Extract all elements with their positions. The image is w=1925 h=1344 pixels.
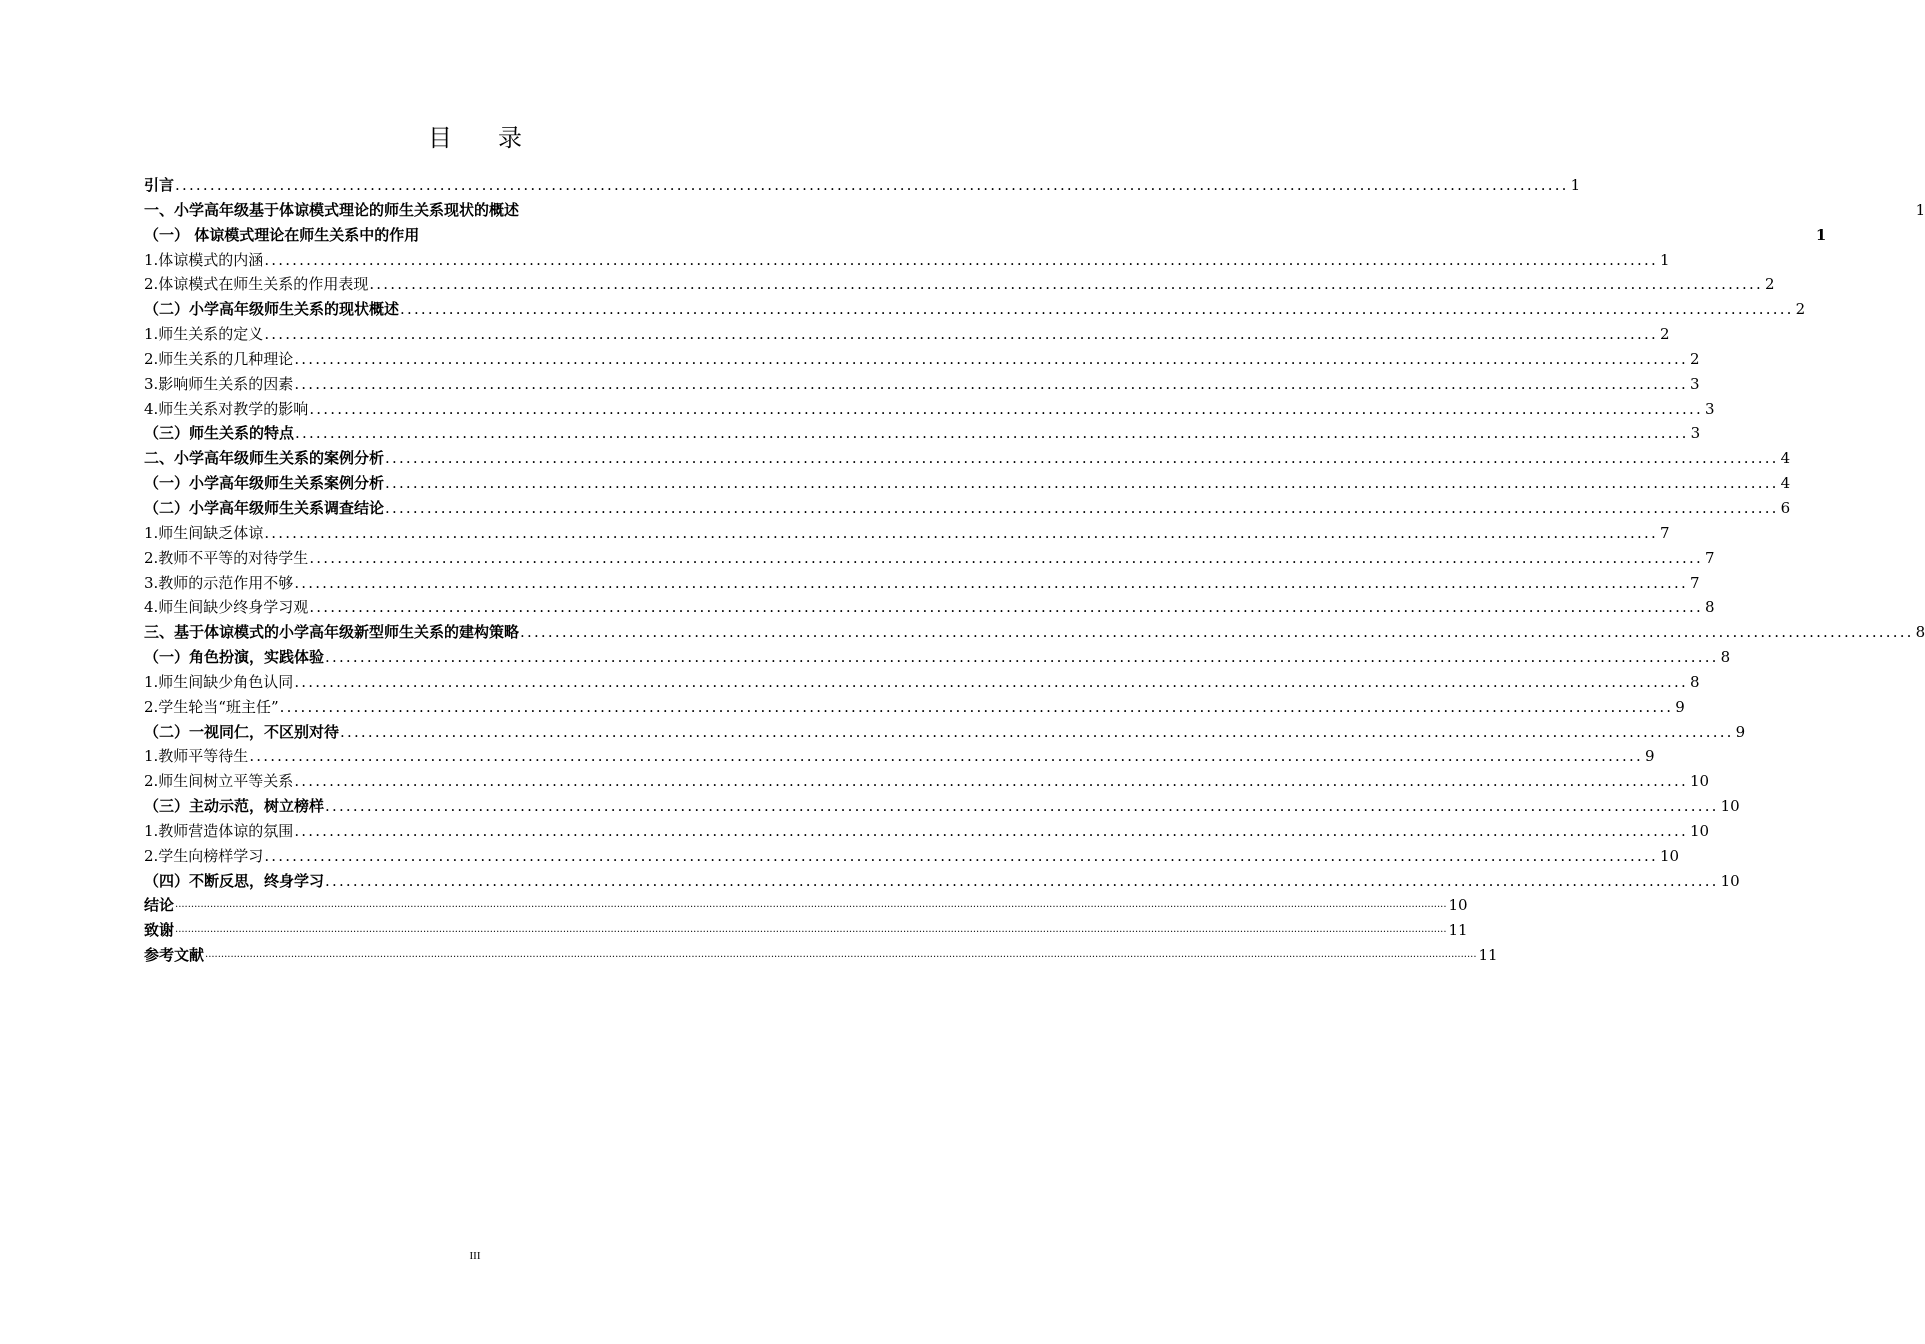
toc-dot-leader: ................................................................................................................................................................................................................................................................................................................................................................................................................ bbox=[175, 924, 1447, 936]
toc-entry[interactable] bbox=[144, 397, 1715, 422]
toc-entry[interactable] bbox=[144, 844, 1680, 869]
toc-entry-page-number: 6 bbox=[1780, 498, 1791, 517]
toc-entry-page-number: 7 bbox=[1659, 523, 1670, 542]
toc-entry-label: 结论 bbox=[144, 896, 175, 915]
toc-dot-leader: ........................................................................................................................................................................................................ bbox=[385, 498, 1779, 517]
toc-dot-leader: ........................................................................................................................................................................................................ bbox=[385, 474, 1779, 493]
toc-entry-page-number: 8 bbox=[1704, 598, 1715, 617]
toc-entry-label: 参考文献 bbox=[144, 946, 205, 965]
toc-entry-page-number: 2 bbox=[1795, 300, 1806, 319]
toc-dot-leader: ........................................................................................................................................................................................................ bbox=[294, 672, 1688, 691]
toc-entry-page-number: 2 bbox=[1689, 349, 1700, 368]
toc-entry-label: 1.教师平等待生 bbox=[144, 747, 249, 766]
toc-entry[interactable] bbox=[144, 173, 1581, 198]
toc-entry-label: （四）不断反思，终身学习 bbox=[144, 871, 325, 890]
table-of-contents bbox=[144, 173, 1925, 968]
toc-entry-label: 1.师生关系的定义 bbox=[144, 325, 264, 344]
toc-entry[interactable] bbox=[144, 198, 1925, 223]
toc-entry-label: （二）一视同仁，不区别对待 bbox=[144, 722, 340, 741]
title-char-right: 录 bbox=[498, 124, 522, 152]
toc-entry-label: （一） 体谅模式理论在师生关系中的作用 bbox=[144, 225, 420, 244]
toc-entry[interactable] bbox=[144, 272, 1775, 297]
toc-dot-leader: ........................................................................................................................................................................................................ bbox=[264, 523, 1658, 542]
toc-entry-label: （三）主动示范，树立榜样 bbox=[144, 797, 325, 816]
toc-entry[interactable] bbox=[144, 595, 1715, 620]
toc-entry-label: 引言 bbox=[144, 176, 175, 194]
toc-entry-page-number: 9 bbox=[1675, 697, 1685, 716]
toc-entry-page-number: 10 bbox=[1720, 797, 1740, 816]
toc-dot-leader: ........................................................................................................................................................................................................ bbox=[309, 399, 1703, 418]
toc-dot-leader: ................................................................................................................................................................................................................................................................................................................................................................................................................ bbox=[205, 949, 1477, 961]
toc-entry-page-number: 2 bbox=[1659, 325, 1670, 344]
toc-dot-leader: ........................................................................................................................................................................................................ bbox=[340, 722, 1734, 741]
toc-entry-page-number: 3 bbox=[1704, 399, 1715, 418]
toc-entry-page-number: 4 bbox=[1780, 474, 1791, 493]
toc-entry-page-number: 7 bbox=[1704, 548, 1715, 567]
toc-entry-label: 4.师生间缺少终身学习观 bbox=[144, 598, 309, 617]
toc-entry-label: 致谢 bbox=[144, 921, 175, 940]
toc-entry[interactable] bbox=[144, 223, 1827, 248]
toc-entry-page-number: 1 bbox=[1815, 225, 1827, 244]
toc-entry-page-number: 9 bbox=[1644, 747, 1655, 766]
toc-entry-label: 2.教师不平等的对待学生 bbox=[144, 548, 309, 567]
toc-entry-page-number: 10 bbox=[1448, 896, 1468, 915]
toc-dot-leader: ........................................................................................................................................................................................................ bbox=[400, 300, 1794, 319]
toc-entry[interactable] bbox=[144, 372, 1700, 397]
toc-entry-label: （三）师生关系的特点 bbox=[144, 424, 295, 443]
toc-entry[interactable] bbox=[144, 571, 1700, 596]
toc-entry-page-number: 10 bbox=[1689, 821, 1710, 840]
toc-entry[interactable] bbox=[144, 248, 1670, 273]
toc-entry-page-number: 11 bbox=[1478, 946, 1498, 965]
toc-dot-leader: ........................................................................................................................................................................................................ bbox=[294, 573, 1688, 592]
toc-entry[interactable] bbox=[144, 918, 1468, 943]
toc-entry-label: 二、小学高年级师生关系的案例分析 bbox=[144, 449, 385, 468]
toc-entry-page-number: 3 bbox=[1690, 424, 1701, 443]
toc-entry-label: 2.体谅模式在师生关系的作用表现 bbox=[144, 275, 369, 294]
toc-entry-page-number: 1 bbox=[1570, 176, 1581, 194]
toc-entry[interactable] bbox=[144, 645, 1731, 670]
toc-entry[interactable] bbox=[144, 546, 1715, 571]
toc-entry-label: 4.师生关系对教学的影响 bbox=[144, 399, 309, 418]
toc-entry-label: 3.教师的示范作用不够 bbox=[144, 573, 294, 592]
toc-entry-page-number: 10 bbox=[1659, 846, 1680, 865]
toc-dot-leader: ........................................................................................................................................................................................................ bbox=[294, 374, 1688, 393]
toc-entry-page-number: 8 bbox=[1689, 672, 1700, 691]
toc-entry[interactable] bbox=[144, 521, 1670, 546]
toc-entry[interactable] bbox=[144, 744, 1655, 769]
toc-dot-leader: ........................................................................................................................................................................................................ bbox=[325, 871, 1719, 890]
toc-entry[interactable] bbox=[144, 819, 1710, 844]
toc-dot-leader: ........................................................................................................................................................................................................ bbox=[279, 697, 1674, 716]
toc-dot-leader: ................................................................................................................................................................................................................................................................................................................................................................................................................ bbox=[175, 899, 1447, 911]
toc-entry-page-number: 3 bbox=[1689, 374, 1700, 393]
page-title bbox=[0, 120, 950, 156]
toc-entry-label: 三、基于体谅模式的小学高年级新型师生关系的建构策略 bbox=[144, 623, 520, 642]
toc-entry[interactable] bbox=[144, 695, 1685, 720]
toc-entry-label: （一）角色扮演，实践体验 bbox=[144, 648, 325, 667]
toc-dot-leader: ........................................................................................................................................................................................................ bbox=[249, 747, 1643, 766]
toc-entry[interactable] bbox=[144, 496, 1791, 521]
toc-entry[interactable] bbox=[144, 869, 1740, 894]
toc-entry[interactable] bbox=[144, 670, 1700, 695]
toc-dot-leader: ........................................................................................................................................................................................................ bbox=[325, 797, 1719, 816]
toc-entry-label: （二）小学高年级师生关系调查结论 bbox=[144, 498, 385, 517]
toc-entry-page-number: 4 bbox=[1780, 449, 1791, 468]
toc-dot-leader: ........................................................................................................................................................................................................ bbox=[309, 548, 1703, 567]
toc-entry-label: 1.教师营造体谅的氛围 bbox=[144, 821, 294, 840]
toc-entry[interactable] bbox=[144, 893, 1468, 918]
toc-entry-label: 1.师生间缺乏体谅 bbox=[144, 523, 264, 542]
title-char-left: 目 bbox=[428, 124, 452, 152]
toc-entry-page-number: 9 bbox=[1735, 722, 1746, 741]
toc-entry[interactable] bbox=[144, 769, 1710, 794]
toc-entry-label: 1.体谅模式的内涵 bbox=[144, 250, 264, 269]
toc-entry-page-number: 1 bbox=[1659, 250, 1670, 269]
toc-entry[interactable] bbox=[144, 347, 1700, 372]
toc-dot-leader: ........................................................................................................................................................................................................ bbox=[264, 325, 1658, 344]
toc-entry-page-number: 11 bbox=[1448, 921, 1468, 940]
toc-entry-label: （二）小学高年级师生关系的现状概述 bbox=[144, 300, 400, 319]
toc-entry[interactable] bbox=[144, 446, 1791, 471]
toc-entry[interactable] bbox=[144, 720, 1746, 745]
toc-entry-page-number: 10 bbox=[1689, 772, 1710, 791]
toc-dot-leader: ........................................................................................................................................................................................................ bbox=[385, 449, 1779, 468]
toc-dot-leader: ........................................................................................................................................................................................................ bbox=[369, 275, 1763, 294]
toc-entry[interactable] bbox=[144, 297, 1806, 322]
toc-entry-label: 一、小学高年级基于体谅模式理论的师生关系现状的概述 bbox=[144, 200, 520, 219]
toc-entry-label: 3.影响师生关系的因素 bbox=[144, 374, 294, 393]
toc-dot-leader: ........................................................................................................................................................................................................ bbox=[175, 176, 1569, 194]
toc-entry-page-number: 7 bbox=[1689, 573, 1700, 592]
toc-entry-page-number: 8 bbox=[1720, 648, 1731, 667]
toc-dot-leader: ........................................................................................................................................................................................................ bbox=[309, 598, 1703, 617]
toc-entry-label: 2.师生关系的几种理论 bbox=[144, 349, 294, 368]
toc-entry[interactable] bbox=[144, 421, 1701, 446]
toc-entry[interactable] bbox=[144, 471, 1791, 496]
toc-entry-page-number: 10 bbox=[1720, 871, 1740, 890]
toc-entry-label: 2.师生间树立平等关系 bbox=[144, 772, 294, 791]
toc-entry[interactable] bbox=[144, 794, 1740, 819]
page-number-footer: III bbox=[469, 1250, 481, 1262]
toc-entry-page-number: 8 bbox=[1915, 623, 1925, 642]
toc-entry[interactable] bbox=[144, 322, 1670, 347]
toc-entry-label: 2.学生向榜样学习 bbox=[144, 846, 264, 865]
toc-dot-leader: ........................................................................................................................................................................................................ bbox=[520, 623, 1914, 642]
toc-dot-leader: ........................................................................................................................................................................................................ bbox=[325, 648, 1719, 667]
toc-entry-label: （一）小学高年级师生关系案例分析 bbox=[144, 474, 385, 493]
toc-entry[interactable] bbox=[144, 620, 1925, 645]
toc-entry-label: 2.学生轮当“班主任” bbox=[144, 697, 279, 716]
toc-dot-leader: ........................................................................................................................................................................................................ bbox=[294, 821, 1688, 840]
toc-dot-leader: ........................................................................................................................................................................................................ bbox=[294, 349, 1688, 368]
toc-entry[interactable] bbox=[144, 943, 1498, 968]
toc-dot-leader: ........................................................................................................................................................................................................ bbox=[294, 772, 1688, 791]
toc-entry-label: 1.师生间缺少角色认同 bbox=[144, 672, 294, 691]
toc-entry-page-number: 2 bbox=[1764, 275, 1775, 294]
toc-entry-page-number: 1 bbox=[1915, 200, 1925, 219]
toc-dot-leader: ........................................................................................................................................................................................................ bbox=[264, 846, 1658, 865]
toc-dot-leader: ........................................................................................................................................................................................................ bbox=[295, 424, 1689, 443]
toc-dot-leader: ........................................................................................................................................................................................................ bbox=[264, 250, 1658, 269]
